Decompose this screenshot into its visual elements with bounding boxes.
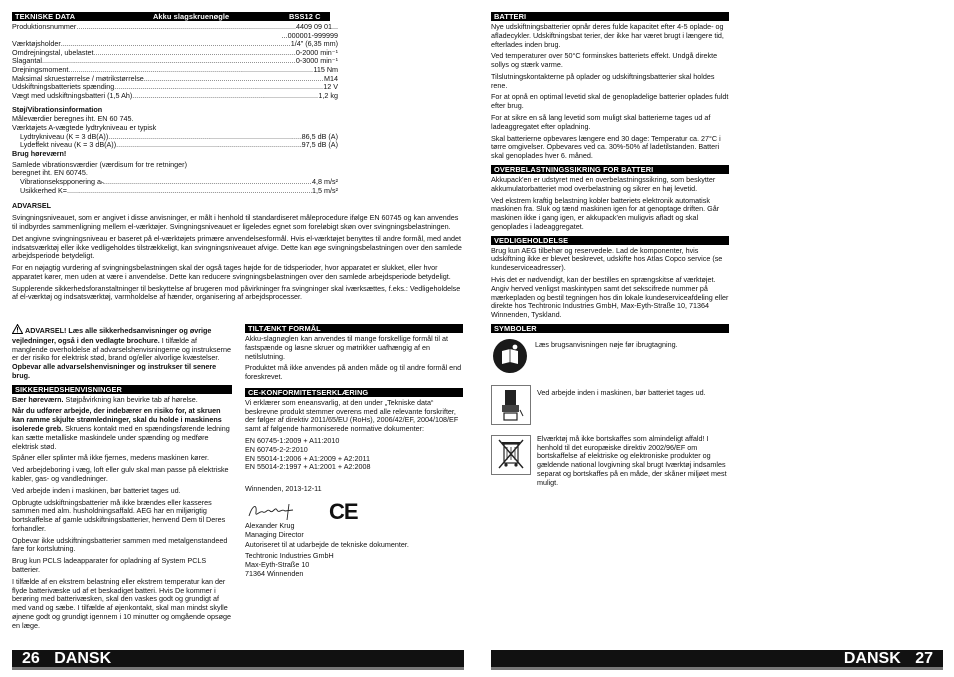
spec-list [12, 23, 338, 100]
right-page-column [491, 12, 729, 492]
vib-warning-paragraph: For en nøjagtig vurdering af svingningsbelastningen skal der også tages højde for de tidsperioder, hvor apparatet er slukket, eller hvor apparatet kører, men uden at være i anvendelse. Dette kan reducere svingningsbelastningen over den samlede arbejdsperiode betydeligt. [12, 263, 451, 281]
noise-line: Værktøjets A-vægtede lydtrykniveau er typisk [12, 122, 157, 132]
safety-item: Opbevar ikke udskiftningsbatterier sammen med metalgenstandeed fare for kortslutning. [12, 535, 228, 554]
safety-item: Opbrugte udskiftningsbatterier må ikke brændes eller kasseres sammen med alm. husholdningsaffald. AEG har en miljørigtig bortskaffelse af gamle udskiftningsbatterier, henvend Dem til Deres forhandler. [12, 497, 226, 533]
safety-header: SIKKERHEDSHENVISNINGER [12, 385, 232, 394]
ce-header: CE-KONFORMITETSERKLÆRING [245, 388, 463, 397]
company-address: Techtronic Industries GmbH Max-Eyth-Straße 10 71364 Winnenden [245, 551, 334, 578]
vib-warning-title: ADVARSEL [12, 201, 52, 211]
maintenance-text: Brug kun AEG tilbehør og reservedele. Lad de komponenter, hvis udskiftning ikke er blevet beskrevet, udskifte hos Atlas Copco service (se kundeserviceadresser). [491, 245, 723, 273]
safety-column [12, 324, 232, 633]
vib-warning-paragraph: Supplerende sikkerhedsforanstaltninger til beskyttelse af brugeren mod påvirkninger fra svingninger skal iværksættes, f.eks.: Vedligeholdelse af el-værktøj og indsatsværktøj, varmholdelse af hænder, organisering af arbejdsprocesser. [12, 283, 461, 302]
intended-ce-column [245, 324, 463, 579]
right-footer-line [491, 667, 943, 670]
safety-item: Ved arbejde inden i maskinen, bør batteriet tages ud. [12, 485, 181, 495]
spec-row: Drejningsmoment ..... 115 Nm [12, 66, 338, 75]
keep-instructions-text: Opbevar alle advarselshenvisninger og instrukser til senere brug. [12, 362, 217, 380]
remove-battery-icon [491, 385, 531, 425]
symbol-row [491, 385, 729, 425]
noise-line: Måleværdier beregnes iht. EN 60 745. [12, 114, 134, 124]
spec-row: Udskiftningsbatteriets spænding ..... 12 V [12, 83, 338, 92]
spec-row: Værktøjsholder ..... 1/4" (6,35 mm) [12, 40, 338, 49]
language-label-right: DANSK [843, 650, 901, 667]
tech-data-header [12, 12, 330, 21]
language-label-left: DANSK [54, 650, 112, 667]
safety-item: Når du udfører arbejde, der indebærer en risiko for, at skruen kan ramme skjulte strømledninger, skal du holde i maskinens isolerede greb. Skruens kontakt med en spændingsførende ledning kan sætte metalliske maskindele under spænding og medføre elektrisk stød. [12, 406, 230, 451]
noise-row: Lydeffekt niveau (K = 3 dB(A)) ..... 97,5 dB (A) [12, 141, 338, 150]
symbol-text: Læs brugsanvisningen nøje før ibrugtagning. [535, 339, 678, 349]
right-page-footer [491, 650, 943, 667]
left-footer-line [12, 667, 464, 670]
signature-image [247, 502, 297, 522]
safety-item: Ved arbejdeboring i væg, loft eller gulv skal man passe på elektriske kabler, gas- og vandledninger. [12, 465, 229, 483]
place-date: Winnenden, 2013-12-11 [245, 484, 322, 494]
signer-name: Alexander Krug [245, 520, 295, 530]
vib-row: Usikkerhed K= ..... 1,5 m/s² [12, 187, 338, 196]
symbol-row [491, 435, 729, 488]
signer-title: Managing Director [245, 529, 304, 539]
tech-data-product: Akku slagskruenøgle [153, 12, 230, 21]
noise-title: Støj/Vibrationsinformation [12, 105, 103, 115]
warning-text: I tilfælde af manglende overholdelse af advarselshenvisningerne og instrukserne er der risiko for elektrisk stød, brand og/eller alvorlige kvæstelser. [12, 335, 231, 363]
intended-use-text: Produktet må ikke anvendes på anden måde og til andre formål end foreskrevet. [245, 363, 462, 382]
vib-line: beregnet iht. EN 60745. [12, 168, 88, 178]
tech-data-section [12, 12, 462, 305]
symbols-header: SYMBOLER [491, 324, 729, 333]
intended-use-header: TILTÆNKT FORMÅL [245, 324, 463, 333]
standard-item: EN 60745-2-2:2010 [245, 444, 308, 454]
battery-text: For at opnå en optimal levetid skal de genopladelige batterier oplades fuldt efter brug. [491, 92, 729, 111]
tech-data-model: BSS12 C [289, 12, 321, 21]
vibration-warning [12, 202, 462, 302]
symbol-row [491, 337, 729, 375]
vib-warning-paragraph: Svingningsniveauet, som er angivet i disse anvisninger, er målt i henhold til standardiseret måleprocedure ifølge EN 60745 og kan anvendes til indbyrdes sammenligning mellem el-værktøjer. Svingningsniveauet er ligeledes egnet som foreløbigt skøn over svingningsbelastningen. [12, 213, 459, 231]
battery-text: Nye udskiftningsbatterier opnår deres fulde kapacitet efter 4-5 oplade- og afladecykler. Udskiftningsbat terier, der ikke har været brugt i længere tid, efterlades inden brug. [491, 22, 724, 49]
ce-mark: CE [329, 498, 358, 524]
signature-row [245, 500, 463, 526]
maintenance-text: Hvis det er nødvendigt, kan der bestilles en sprængskitse af værktøjet. Angiv herved venligst maskintypen samt det sekscifrede nummer på mærkepladen og bestil tegningen hos din lokale kundeserviceafdeling eller direkte hos Techtronic Industries GmbH, Max-Eyth-Straße 10, 71364 Winnenden, Tyskland. [491, 274, 729, 320]
vib-line: Samlede vibrationsværdier (værdisum for tre retninger) [12, 159, 187, 169]
intended-use-text: Akku-slagnøglen kan anvendes til mange forskellige formål til at fastspænde og løsne skruer og møtrikker uafhængig af en netilslutning. [245, 334, 448, 361]
battery-text: Tilslutningskontakterne på oplader og udskiftningsbatterier skal holdes rene. [491, 71, 715, 90]
page-number-right: 27 [915, 650, 933, 667]
battery-header: BATTERI [491, 12, 729, 21]
vib-warning-paragraph: Det angivne svingningsniveau er baseret på el-værktøjets primære anvendelsesformål. Hvis el-værktøjet benyttes til andre formål, med andet indsatsværktøj eller ikke vedligeholdes tilstrækkeligt, kan svingningsniveauet afvige. Dette kan øge svingningsbelastningen over den samlede arbejdsperiode betydeligt. [12, 233, 462, 261]
left-page-footer [12, 650, 464, 667]
battery-text: For at sikre en så lang levetid som muligt skal batterierne tages ud af ladeaggregatet efter opladning. [491, 113, 711, 131]
warning-bold-text: ADVARSEL! Læs alle sikkerhedsanvisninger og øvrige vejledninger, også i den vedlagte brochure. [12, 326, 212, 345]
battery-text: Ved temperaturer over 50°C forminskes batteriets effekt. Undgå direkte sollys og stærk varme. [491, 51, 718, 70]
page-number-left: 26 [22, 650, 40, 667]
hearing-note: Brug høreværn! [12, 148, 67, 158]
spec-row: Maksimal skruestørrelse / møtrikstørrelse ..... M14 [12, 75, 338, 84]
battery-text: Skal batterierne opbevares længere end 30 dage: Temperatur ca. 27°C i tørre omgivelser. Opbevares ved ca. 30%-50% af ladetilstanden. Batteri skal genoplades hver 6. måned. [491, 133, 721, 161]
safety-item: Spåner eller splinter må ikke fjernes, medens maskinen kører. [12, 453, 209, 463]
spec-row: Omdrejningstal, ubelastet ..... 0-2000 min⁻¹ [12, 49, 338, 58]
authorized-text: Autoriseret til at udarbejde de tekniske dokumenter. [245, 539, 409, 549]
standard-item: EN 55014-2:1997 + A1:2001 + A2:2008 [245, 462, 371, 472]
spec-row: Produktionsnummer ..... 4409 09 01... [12, 23, 338, 32]
noise-row: Lydtrykniveau (K = 3 dB(A)) ..... 86,5 dB (A) [12, 133, 338, 142]
overload-header: OVERBELASTNINGSSIKRING FOR BATTERI [491, 165, 729, 174]
read-manual-icon [491, 337, 529, 375]
overload-text: Ved ekstrem kraftig belastning kobler batteriets elektronik automatisk maskinen fra. Sluk og tænd maskinen igen for at genoptage driften. Går maskinen ikke i gang igen, er akkupack'en muligvis afladt og skal genoplades i ladeaggregatet. [491, 195, 720, 231]
vib-row: Vibrationsekspponering aₕ ..... 4,8 m/s² [12, 178, 338, 187]
noise-block [12, 106, 338, 195]
spec-row: ...000001-999999 [281, 30, 338, 40]
standard-item: EN 60745-1:2009 + A11:2010 [245, 436, 340, 446]
overload-text: Akkupack'en er udstyret med en overbelastningssikring, som beskytter akkumulatorbatteriet mod overbelastning og sikrer en høj levetid. [491, 174, 716, 193]
safety-item: I tilfælde af en ekstrem belastning eller ekstrem temperatur kan der flyde batterivæske ud af et beskadiget batteri. Hvis De kommer i berøring med batterivæsken, skal den vaskes godt og grundigt af med vand og sæbe. I tilfælde af øjenkontakt, skal man mindst skylle øjnene godt og grundigt igennem i 10 minutter og omgående opsøge en læge. [12, 576, 231, 630]
symbol-text: Elværktøj må ikke bortskaffes som almindeligt affald! I henhold til det europæiske direktiv 2002/96/EF om bortskaffelse af elektriske og elektroniske produkter og gældende national lovgivning skal brugt Iværktøj indsamles separat og bortskaffes på en måde, der skåner miljøet mest muligt. [537, 433, 727, 487]
spec-row: Vægt med udskiftningsbatteri (1,5 Ah) ..... 1,2 kg [12, 92, 338, 101]
tech-data-title: TEKNISKE DATA [15, 12, 76, 21]
symbol-text: Ved arbejde inden i maskinen, bør batteriet tages ud. [537, 387, 706, 397]
standard-item: EN 55014-1:2006 + A1:2009 + A2:2011 [245, 453, 370, 463]
safety-item: Brug kun PCLS ladeapparater for opladning af System PCLS batterier. [12, 556, 207, 574]
spec-row: Slagantal ..... 0-3000 min⁻¹ [12, 57, 338, 66]
general-warning [12, 324, 232, 381]
safety-item: Bær høreværn. Støjpåvirkning kan bevirke tab af hørelse. [12, 394, 198, 404]
maintenance-header: VEDLIGEHOLDELSE [491, 236, 729, 245]
weee-bin-icon [491, 435, 531, 475]
ce-text: Vi erklærer som eneansvarlig, at den under „Tekniske data“ beskrevne produkt stemmer overens med alle relevante forskrifter, der følger af direktiv 2011/65/EU (RoHs), 2006/42/EF, 2004/108/EF samt af følgende harmoniserede normative dokumenter: [245, 397, 459, 434]
standards-list [245, 437, 463, 472]
